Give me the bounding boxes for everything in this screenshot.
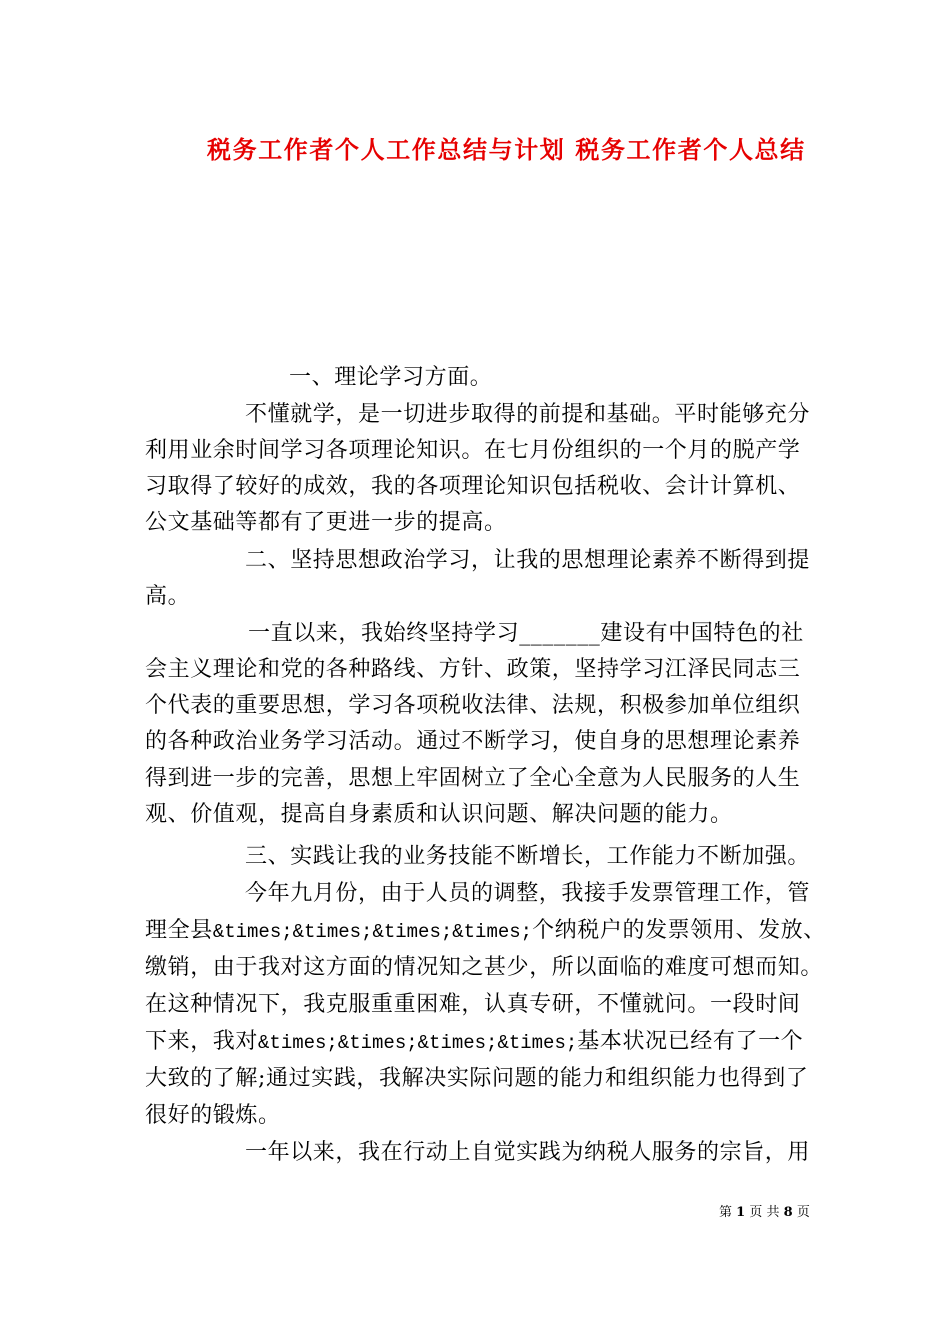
body-line: 一年以来，我在行动上自觉实践为纳税人服务的宗旨，用 bbox=[245, 1140, 811, 1165]
body-line: 习取得了较好的成效，我的各项理论知识包括税收、会计计算机、 bbox=[145, 474, 801, 499]
body-line-segment: 基本状况已经有了一个 bbox=[577, 1029, 804, 1054]
section-heading-politics-cont: 高。 bbox=[145, 584, 191, 609]
footer-prefix: 第 bbox=[719, 1205, 733, 1220]
footer-total-pages: 8 bbox=[783, 1205, 793, 1220]
body-line-segment: 个纳税户的发票领用、发放、 bbox=[532, 918, 826, 943]
body-line: 在这种情况下，我克服重重困难，认真专研，不懂就问。一段时间 bbox=[145, 992, 801, 1017]
body-line: 观、价值观，提高自身素质和认识问题、解决问题的能力。 bbox=[145, 802, 733, 827]
body-line: 很好的锻炼。 bbox=[145, 1103, 281, 1128]
footer-suffix: 页 bbox=[796, 1205, 810, 1220]
body-line: 今年九月份，由于人员的调整，我接手发票管理工作，管 bbox=[245, 881, 811, 906]
body-line: 缴销，由于我对这方面的情况知之甚少，所以面临的难度可想而知。 bbox=[145, 955, 824, 980]
body-line: 得到进一步的完善，思想上牢固树立了全心全意为人民服务的人生 bbox=[145, 766, 801, 791]
body-line: 公文基础等都有了更进一步的提高。 bbox=[145, 510, 507, 535]
body-line-segment: 下来，我对 bbox=[145, 1029, 259, 1054]
body-line: 不懂就学，是一切进步取得的前提和基础。平时能够充分 bbox=[245, 402, 811, 427]
body-line bbox=[145, 916, 826, 946]
section-heading-theory: 一、理论学习方面。 bbox=[289, 365, 493, 390]
body-line bbox=[145, 1027, 803, 1057]
body-line-placeholder: &times;&times;&times;&times; bbox=[258, 1032, 578, 1054]
body-line: 的各种政治业务学习活动。通过不断学习，使自身的思想理论素养 bbox=[145, 729, 801, 754]
footer-middle: 页 共 bbox=[749, 1205, 780, 1220]
document-title: 税务工作者个人工作总结与计划 税务工作者个人总结 bbox=[207, 135, 806, 164]
section-heading-practice: 三、实践让我的业务技能不断增长，工作能力不断加强。 bbox=[245, 844, 811, 869]
footer-current-page: 1 bbox=[736, 1205, 746, 1220]
body-line: 个代表的重要思想，学习各项税收法律、法规，积极参加单位组织 bbox=[145, 693, 801, 718]
body-line-segment: 理全县 bbox=[145, 918, 213, 943]
section-heading-politics: 二、坚持思想政治学习，让我的思想理论素养不断得到提 bbox=[245, 548, 811, 573]
body-line: 会主义理论和党的各种路线、方针、政策，坚持学习江泽民同志三 bbox=[145, 657, 801, 682]
body-line: 大致的了解;通过实践，我解决实际问题的能力和组织能力也得到了 bbox=[145, 1066, 809, 1091]
body-line: 利用业余时间学习各项理论知识。在七月份组织的一个月的脱产学 bbox=[145, 438, 801, 463]
body-line: 一直以来，我始终坚持学习_______建设有中国特色的社 bbox=[248, 621, 804, 646]
body-line-placeholder: &times;&times;&times;&times; bbox=[212, 921, 533, 943]
page-footer bbox=[719, 1204, 810, 1222]
